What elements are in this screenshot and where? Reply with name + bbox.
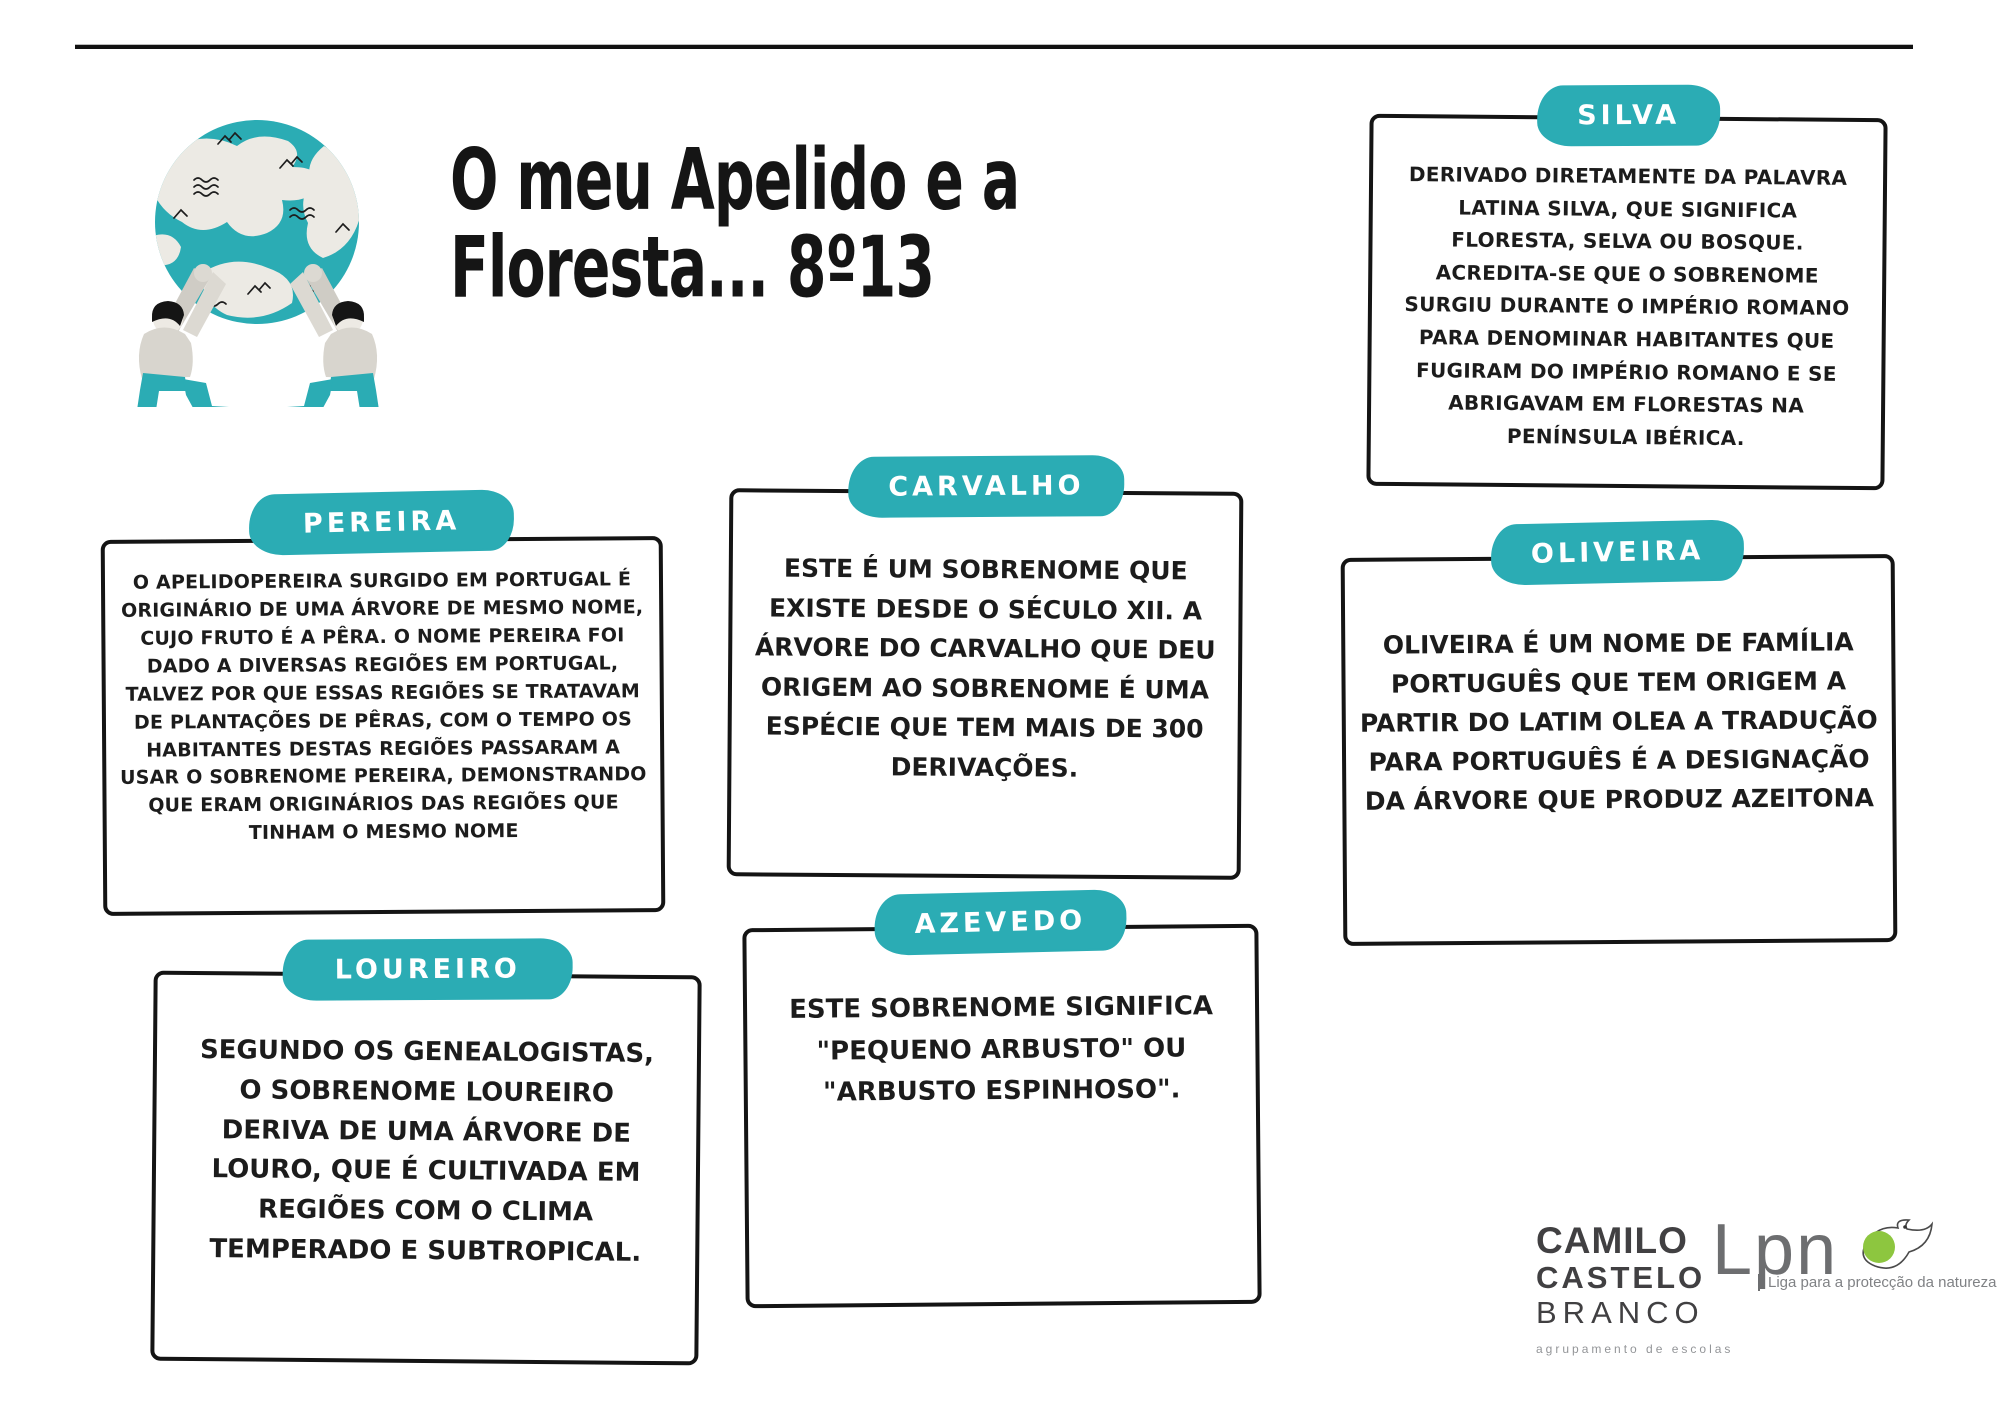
card-pereira-text: O APELIDOPEREIRA SURGIDO EM PORTUGAL É ORIGINÁRIO DE UMA ÁRVORE DE MESMO NOME, CUJO FRUTO É A PÊRA. O NOME PEREIRA FOI DADO A DIVERSAS REGIÕES EM PORTUGAL, TALVEZ POR QUE ESSAS REGIÕES SE TRATAVAM DE PLANTAÇÕES DE PÊRAS, COM O TEMPO OS HABITANTES DESTAS REGIÕES PASSARAM A USAR O SOBRENOME PEREIRA, DEMONSTRANDO QUE ERAM ORIGINÁRIOS DAS REGIÕES QUE TINHAM O MESMO NOME bbox=[120, 568, 647, 845]
top-divider-line bbox=[75, 44, 1913, 49]
school-logo-subtitle: agrupamento de escolas bbox=[1536, 1341, 1734, 1356]
card-silva-text: DERIVADO DIRETAMENTE DA PALAVRA LATINA SILVA, QUE SIGNIFICA FLORESTA, SELVA OU BOSQUE. ACREDITA-SE QUE O SOBRENOME SURGIU DURANTE O IMPÉRIO ROMANO PARA DENOMINAR HABITANTES QUE FUGIRAM DO IMPÉRIO ROMANO E SE ABRIGAVAM EM FLORESTAS NA PENÍNSULA IBÉRICA. bbox=[1404, 162, 1850, 450]
card-azevedo-label: AZEVEDO bbox=[876, 891, 1125, 954]
card-azevedo-text: ESTE SOBRENOME SIGNIFICA "PEQUENO ARBUSTO" OU "ARBUSTO ESPINHOSO". bbox=[789, 991, 1214, 1108]
lpn-logo-tagline: Liga para a protecção da natureza bbox=[1758, 1274, 1972, 1291]
card-pereira bbox=[101, 505, 666, 916]
title-line-2: Floresta... 8º13 bbox=[450, 219, 934, 318]
card-oliveira bbox=[1341, 535, 1898, 946]
card-azevedo bbox=[742, 905, 1261, 1308]
card-pereira-label: PEREIRA bbox=[250, 491, 512, 553]
card-loureiro bbox=[150, 953, 701, 1366]
card-carvalho bbox=[727, 470, 1244, 880]
card-loureiro-text: SEGUNDO OS GENEALOGISTAS, O SOBRENOME LOUREIRO DERIVA DE UMA ÁRVORE DE LOURO, QUE É CULTIVADA EM REGIÕES COM O CLIMA TEMPERADO E SUBTROPICAL. bbox=[199, 1035, 655, 1268]
card-oliveira-text: OLIVEIRA É UM NOME DE FAMÍLIA PORTUGUÊS QUE TEM ORIGEM A PARTIR DO LATIM OLEA A TRADUÇÃO PARA PORTUGUÊS É A DESIGNAÇÃO DA ÁRVORE QUE PRODUZ AZEITONA bbox=[1359, 627, 1878, 816]
card-silva bbox=[1366, 99, 1887, 491]
title-line-1: O meu Apelido e a bbox=[450, 132, 1020, 230]
card-loureiro-label: LOUREIRO bbox=[285, 940, 571, 998]
card-oliveira-label: OLIVEIRA bbox=[1492, 521, 1742, 583]
lpn-logo bbox=[1712, 1210, 1997, 1291]
school-logo-line1: CAMILO bbox=[1536, 1220, 1688, 1261]
school-logo bbox=[1536, 1220, 1734, 1356]
school-logo-line2: CASTELO bbox=[1536, 1260, 1706, 1296]
card-silva-label: SILVA bbox=[1539, 87, 1718, 145]
card-carvalho-text: ESTE É UM SOBRENOME QUE EXISTE DESDE O SÉCULO XII. A ÁRVORE DO CARVALHO QUE DEU ORIGEM AO SOBRENOME É UMA ESPÉCIE QUE TEM MAIS DE 300 DERIVAÇÕES. bbox=[754, 553, 1216, 783]
card-carvalho-label: CARVALHO bbox=[850, 457, 1123, 516]
lpn-logo-acronym: Lpn bbox=[1712, 1210, 1839, 1290]
school-logo-line3: BRANCO bbox=[1536, 1295, 1705, 1331]
lpn-bird-icon bbox=[1846, 1216, 1938, 1282]
page-title bbox=[450, 132, 1090, 318]
people-holding-globe-illustration bbox=[52, 72, 392, 407]
